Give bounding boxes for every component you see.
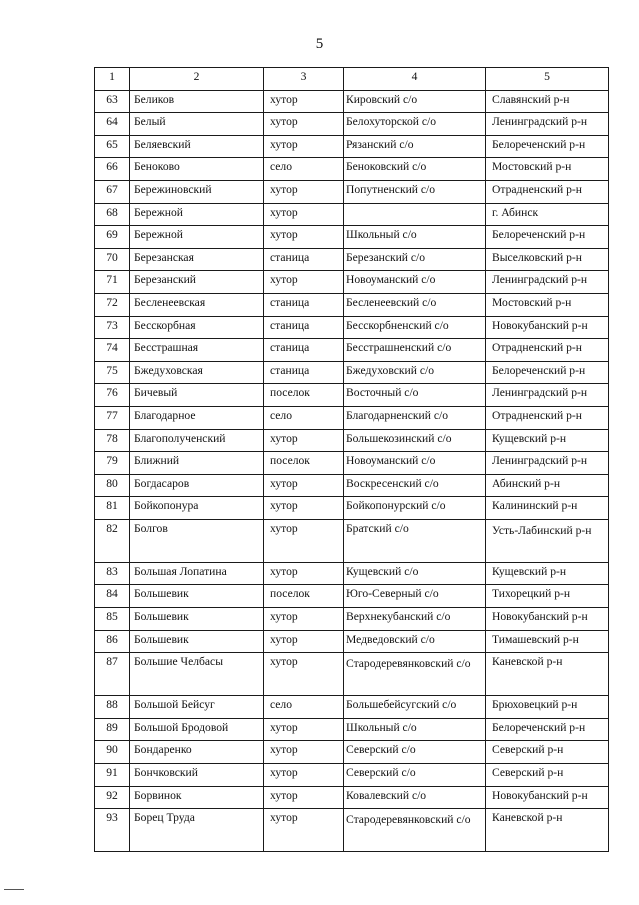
cell-administrative-unit: Медведовский с/о [344, 630, 486, 653]
cell-administrative-unit [344, 203, 486, 226]
cell-settlement-name: Беноково [130, 158, 264, 181]
cell-settlement-name: Благополученский [130, 429, 264, 452]
cell-district: Ленинградский р-н [486, 452, 609, 475]
cell-row-number: 89 [95, 718, 130, 741]
table-row [95, 339, 609, 362]
table-row [95, 158, 609, 181]
cell-administrative-unit: Бойкопонурский с/о [344, 497, 486, 520]
cell-settlement-name: Большой Бродовой [130, 718, 264, 741]
scan-edge-mark [4, 889, 24, 890]
cell-row-number: 85 [95, 608, 130, 631]
cell-row-number: 73 [95, 316, 130, 339]
table-row [95, 608, 609, 631]
table-row [95, 630, 609, 653]
table-row [95, 316, 609, 339]
cell-settlement-name: Большие Челбасы [130, 653, 264, 696]
cell-district: Новокубанский р-н [486, 786, 609, 809]
cell-row-number: 79 [95, 452, 130, 475]
table-row [95, 248, 609, 271]
cell-settlement-type: хутор [264, 271, 344, 294]
cell-settlement-type: станица [264, 316, 344, 339]
cell-row-number: 68 [95, 203, 130, 226]
cell-district: Новокубанский р-н [486, 316, 609, 339]
cell-settlement-type: село [264, 696, 344, 719]
cell-administrative-unit: Беноковский с/о [344, 158, 486, 181]
cell-district: Ленинградский р-н [486, 113, 609, 136]
cell-settlement-type: хутор [264, 519, 344, 562]
cell-administrative-unit: Новоуманский с/о [344, 271, 486, 294]
cell-settlement-name: Большой Бейсуг [130, 696, 264, 719]
table-row [95, 809, 609, 852]
cell-district: Отрадненский р-н [486, 180, 609, 203]
cell-settlement-name: Бжедуховская [130, 361, 264, 384]
table-row [95, 497, 609, 520]
cell-row-number: 65 [95, 135, 130, 158]
cell-administrative-unit: Верхнекубанский с/о [344, 608, 486, 631]
cell-settlement-type: хутор [264, 608, 344, 631]
cell-settlement-name: Белый [130, 113, 264, 136]
cell-administrative-unit: Бесскорбненский с/о [344, 316, 486, 339]
cell-settlement-type: хутор [264, 562, 344, 585]
table-row [95, 203, 609, 226]
cell-settlement-type: поселок [264, 384, 344, 407]
cell-district: Кущевский р-н [486, 562, 609, 585]
cell-district: Каневской р-н [486, 809, 609, 852]
cell-settlement-name: Бондаренко [130, 741, 264, 764]
cell-administrative-unit: Воскресенский с/о [344, 474, 486, 497]
header-row [95, 68, 609, 91]
cell-settlement-type: хутор [264, 653, 344, 696]
cell-settlement-name: Бережной [130, 203, 264, 226]
cell-row-number: 69 [95, 226, 130, 249]
cell-administrative-unit: Юго-Северный с/о [344, 585, 486, 608]
cell-administrative-unit: Бжедуховский с/о [344, 361, 486, 384]
cell-row-number: 93 [95, 809, 130, 852]
table-row [95, 562, 609, 585]
cell-settlement-name: Большевик [130, 585, 264, 608]
cell-administrative-unit: Кущевский с/о [344, 562, 486, 585]
cell-settlement-type: хутор [264, 203, 344, 226]
cell-settlement-type: хутор [264, 741, 344, 764]
table-row [95, 226, 609, 249]
table-row [95, 519, 609, 562]
cell-settlement-name: Березанский [130, 271, 264, 294]
cell-settlement-name: Богдасаров [130, 474, 264, 497]
cell-settlement-type: поселок [264, 585, 344, 608]
cell-administrative-unit: Кировский с/о [344, 90, 486, 113]
cell-settlement-name: Большая Лопатина [130, 562, 264, 585]
cell-district: Ленинградский р-н [486, 384, 609, 407]
cell-settlement-name: Бережиновский [130, 180, 264, 203]
cell-settlement-type: хутор [264, 718, 344, 741]
table-row [95, 696, 609, 719]
page-number: 5 [315, 36, 324, 52]
cell-settlement-type: станица [264, 248, 344, 271]
header-col-4: 4 [344, 68, 486, 91]
table-row [95, 764, 609, 787]
cell-district: Ленинградский р-н [486, 271, 609, 294]
cell-administrative-unit: Новоуманский с/о [344, 452, 486, 475]
cell-settlement-name: Бончковский [130, 764, 264, 787]
cell-row-number: 74 [95, 339, 130, 362]
cell-district: Тихорецкий р-н [486, 585, 609, 608]
cell-district: Мостовский р-н [486, 293, 609, 316]
cell-settlement-name: Болгов [130, 519, 264, 562]
cell-administrative-unit: Стародеревянковский с/о [344, 653, 486, 696]
cell-district: Тимашевский р-н [486, 630, 609, 653]
table-row [95, 293, 609, 316]
cell-settlement-type: хутор [264, 786, 344, 809]
cell-settlement-type: станица [264, 339, 344, 362]
cell-settlement-name: Ближний [130, 452, 264, 475]
cell-settlement-type: хутор [264, 429, 344, 452]
cell-settlement-name: Борвинок [130, 786, 264, 809]
cell-row-number: 76 [95, 384, 130, 407]
cell-district: Каневской р-н [486, 653, 609, 696]
table-row [95, 429, 609, 452]
cell-settlement-type: хутор [264, 180, 344, 203]
cell-row-number: 83 [95, 562, 130, 585]
cell-district: Кущевский р-н [486, 429, 609, 452]
table-row [95, 452, 609, 475]
cell-row-number: 86 [95, 630, 130, 653]
cell-district: г. Абинск [486, 203, 609, 226]
cell-settlement-name: Благодарное [130, 406, 264, 429]
cell-administrative-unit: Братский с/о [344, 519, 486, 562]
cell-administrative-unit: Большекозинский с/о [344, 429, 486, 452]
header-col-3: 3 [264, 68, 344, 91]
cell-administrative-unit: Белохуторской с/о [344, 113, 486, 136]
cell-row-number: 75 [95, 361, 130, 384]
cell-district: Северский р-н [486, 764, 609, 787]
table-row [95, 786, 609, 809]
cell-settlement-name: Бережной [130, 226, 264, 249]
cell-row-number: 88 [95, 696, 130, 719]
cell-district: Белореченский р-н [486, 226, 609, 249]
cell-row-number: 64 [95, 113, 130, 136]
cell-district: Новокубанский р-н [486, 608, 609, 631]
table-row [95, 180, 609, 203]
cell-row-number: 72 [95, 293, 130, 316]
cell-settlement-type: хутор [264, 497, 344, 520]
cell-administrative-unit: Северский с/о [344, 764, 486, 787]
cell-settlement-name: Большевик [130, 608, 264, 631]
cell-administrative-unit: Стародеревянковский с/о [344, 809, 486, 852]
cell-row-number: 81 [95, 497, 130, 520]
cell-row-number: 90 [95, 741, 130, 764]
settlements-table [94, 67, 609, 852]
cell-row-number: 84 [95, 585, 130, 608]
cell-district: Славянский р-н [486, 90, 609, 113]
cell-row-number: 63 [95, 90, 130, 113]
table-row [95, 653, 609, 696]
cell-settlement-type: хутор [264, 113, 344, 136]
cell-row-number: 87 [95, 653, 130, 696]
cell-settlement-name: Березанская [130, 248, 264, 271]
cell-district: Отрадненский р-н [486, 339, 609, 362]
cell-settlement-type: хутор [264, 90, 344, 113]
cell-district: Брюховецкий р-н [486, 696, 609, 719]
cell-row-number: 71 [95, 271, 130, 294]
cell-administrative-unit: Школьный с/о [344, 226, 486, 249]
cell-district: Белореченский р-н [486, 361, 609, 384]
table-row [95, 474, 609, 497]
cell-settlement-name: Бесстрашная [130, 339, 264, 362]
table-row [95, 271, 609, 294]
cell-administrative-unit: Северский с/о [344, 741, 486, 764]
cell-row-number: 80 [95, 474, 130, 497]
header-col-1: 1 [95, 68, 130, 91]
cell-district: Усть-Лабинский р-н [486, 519, 609, 562]
cell-settlement-type: хутор [264, 809, 344, 852]
cell-settlement-name: Бойкопонура [130, 497, 264, 520]
cell-row-number: 66 [95, 158, 130, 181]
table-row [95, 406, 609, 429]
table-row [95, 585, 609, 608]
header-col-5: 5 [486, 68, 609, 91]
cell-district: Мостовский р-н [486, 158, 609, 181]
cell-administrative-unit: Ковалевский с/о [344, 786, 486, 809]
cell-administrative-unit: Бесстрашненский с/о [344, 339, 486, 362]
table-row [95, 113, 609, 136]
cell-administrative-unit: Попутненский с/о [344, 180, 486, 203]
cell-settlement-name: Беляевский [130, 135, 264, 158]
cell-settlement-name: Бесленеевская [130, 293, 264, 316]
cell-row-number: 67 [95, 180, 130, 203]
cell-district: Абинский р-н [486, 474, 609, 497]
table-row [95, 90, 609, 113]
cell-administrative-unit: Бесленеевский с/о [344, 293, 486, 316]
cell-administrative-unit: Школьный с/о [344, 718, 486, 741]
table-row [95, 135, 609, 158]
cell-settlement-type: хутор [264, 135, 344, 158]
cell-row-number: 92 [95, 786, 130, 809]
cell-row-number: 77 [95, 406, 130, 429]
cell-row-number: 82 [95, 519, 130, 562]
cell-administrative-unit: Восточный с/о [344, 384, 486, 407]
cell-settlement-type: станица [264, 293, 344, 316]
cell-district: Северский р-н [486, 741, 609, 764]
cell-settlement-name: Большевик [130, 630, 264, 653]
cell-settlement-type: хутор [264, 474, 344, 497]
table-row [95, 384, 609, 407]
cell-settlement-name: Борец Труда [130, 809, 264, 852]
header-col-2: 2 [130, 68, 264, 91]
cell-district: Отрадненский р-н [486, 406, 609, 429]
cell-settlement-type: село [264, 406, 344, 429]
cell-district: Белореченский р-н [486, 135, 609, 158]
cell-row-number: 91 [95, 764, 130, 787]
cell-settlement-type: поселок [264, 452, 344, 475]
cell-district: Калининский р-н [486, 497, 609, 520]
cell-settlement-type: хутор [264, 226, 344, 249]
cell-district: Белореченский р-н [486, 718, 609, 741]
cell-district: Выселковский р-н [486, 248, 609, 271]
cell-row-number: 70 [95, 248, 130, 271]
table-row [95, 361, 609, 384]
table-row [95, 741, 609, 764]
cell-administrative-unit: Березанский с/о [344, 248, 486, 271]
cell-settlement-type: хутор [264, 630, 344, 653]
cell-administrative-unit: Благодарненский с/о [344, 406, 486, 429]
cell-row-number: 78 [95, 429, 130, 452]
cell-settlement-name: Беликов [130, 90, 264, 113]
cell-settlement-name: Бичевый [130, 384, 264, 407]
cell-settlement-name: Бесскорбная [130, 316, 264, 339]
cell-settlement-type: хутор [264, 764, 344, 787]
cell-settlement-type: станица [264, 361, 344, 384]
cell-administrative-unit: Большебейсугский с/о [344, 696, 486, 719]
table-row [95, 718, 609, 741]
cell-settlement-type: село [264, 158, 344, 181]
cell-administrative-unit: Рязанский с/о [344, 135, 486, 158]
